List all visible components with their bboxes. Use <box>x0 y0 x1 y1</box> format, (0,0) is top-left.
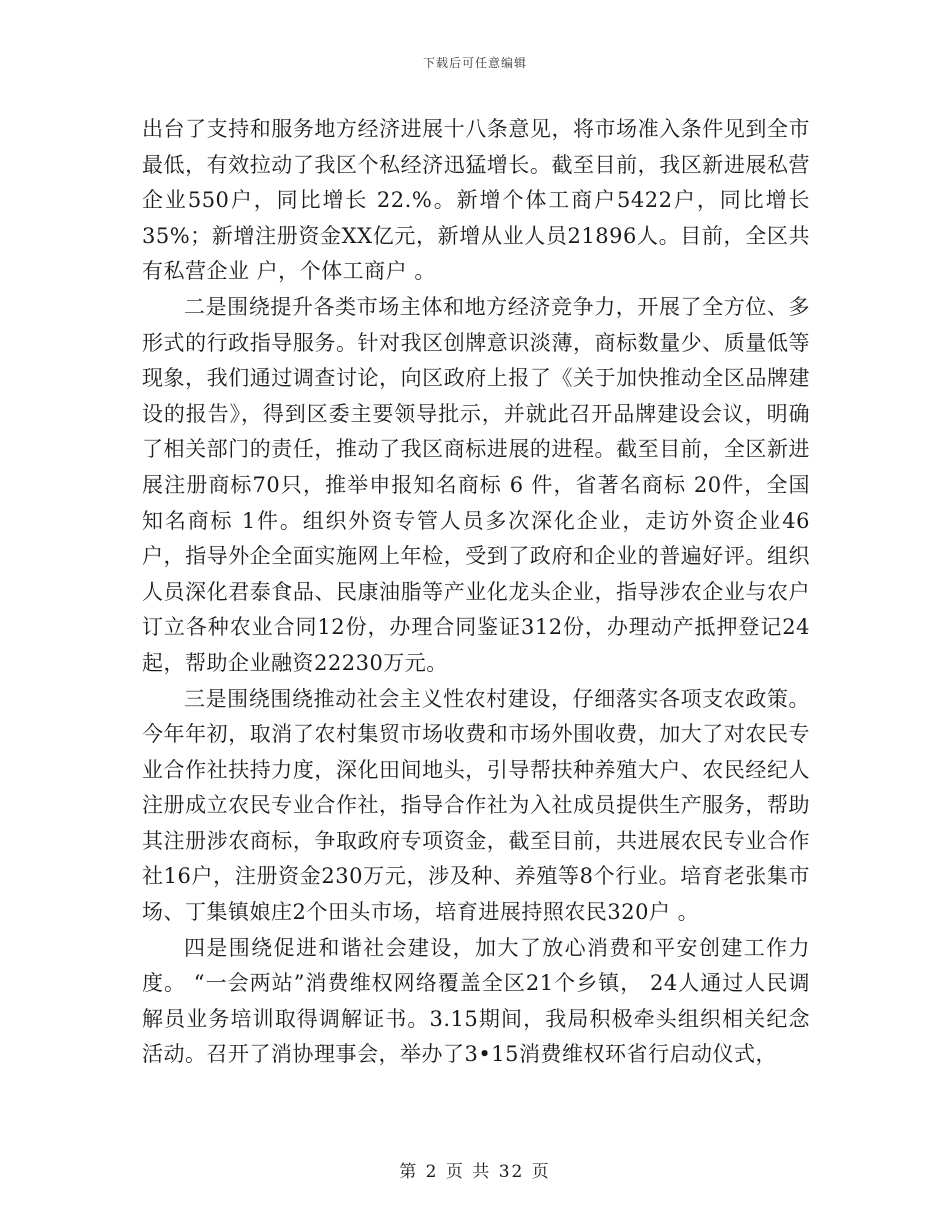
paragraph-4: 四是围绕促进和谐社会建设，加大了放心消费和平安创建工作力度。 “一会两站”消费维权网络覆盖全区21个乡镇， 24人通过人民调解员业务培训取得调解证书。3.15期间，我局积极牵头组织相关纪念活动。召开了消协理事会，举办了3•15消费维权环省行启动仪式， <box>142 935 810 1067</box>
paragraph-1: 出台了支持和服务地方经济进展十八条意见，将市场准入条件见到全市最低，有效拉动了我区个私经济迅猛增长。截至目前，我区新进展私营企业550户，同比增长 22.%。新增个体工商户5422户，同比增长35%；新增注册资金XX亿元，新增从业人员21896人。目前，全区共有私营企业 户，个体工商户 。 <box>142 117 810 284</box>
document-body <box>142 112 810 1073</box>
page-number-footer: 第 2 页 共 32 页 <box>399 1162 551 1182</box>
page-header-note: 下载后可任意编辑 <box>422 56 527 70</box>
paragraph-3: 三是围绕围绕推动社会主义性农村建设，仔细落实各项支农政策。今年年初，取消了农村集贸市场收费和市场外围收费，加大了对农民专业合作社扶持力度，深化田间地头，引导帮扶种养殖大户、农民经纪人注册成立农民专业合作社，指导合作社为入社成员提供生产服务，帮助其注册涉农商标，争取政府专项资金，截至目前，共进展农民专业合作社16户，注册资金230万元，涉及种、养殖等8个行业。培育老张集市场、丁集镇娘庄2个田头市场，培育进展持照农民320户 。 <box>142 686 810 925</box>
paragraph-2: 二是围绕提升各类市场主体和地方经济竞争力，开展了全方位、多形式的行政指导服务。针对我区创牌意识淡薄，商标数量少、质量低等现象，我们通过调查讨论，向区政府上报了《关于加快推动全区品牌建设的报告》，得到区委主要领导批示，并就此召开品牌建设会议，明确了相关部门的责任，推动了我区商标进展的进程。截至目前，全区新进展注册商标70只，推举申报知名商标 6 件，省著名商标 20件，全国知名商标 1件。组织外资专管人员多次深化企业，走访外资企业46户，指导外企全面实施网上年检，受到了政府和企业的普遍好评。组织人员深化君泰食品、民康油脂等产业化龙头企业，指导涉农企业与农户订立各种农业合同12份，办理合同鉴证312份，办理动产抵押登记24起，帮助企业融资22230万元。 <box>142 294 810 675</box>
